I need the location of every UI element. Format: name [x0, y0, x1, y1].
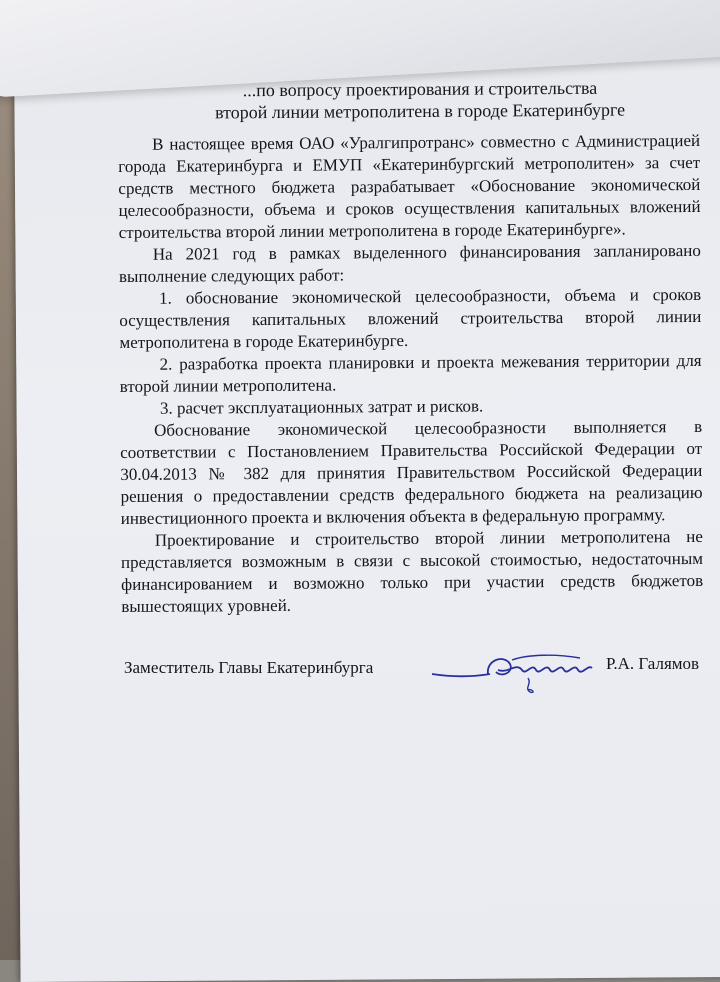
title-line-2: второй линии метрополитена в городе Екатеринбурге — [214, 99, 626, 123]
document-body — [118, 130, 703, 618]
title-line-1: ...по вопросу проектирования и строительства — [242, 77, 598, 101]
signatory-title: Заместитель Главы Екатеринбурга — [124, 658, 374, 677]
paragraph-intro: В настоящее время ОАО «Уралгипротранс» совместно с Администрацией города Екатеринбурга и ЕМУП «Екатеринбургский метрополитен» за счет средств местного бюджета разрабатывает «Обоснование экономической целесообразности, объема и сроков осуществления капитальных вложений строительства второй линии метрополитена в городе Екатеринбурге». — [118, 130, 701, 242]
signature-block — [124, 654, 704, 694]
paragraph-plan-2021: На 2021 год в рамках выделенного финансирования запланировано выполнение следующих работ: — [118, 240, 701, 286]
list-item-3: 3. расчет эксплуатационных затрат и рисков. — [159, 396, 484, 418]
paragraph-conclusion: Проектирование и строительство второй линии метрополитена не представляется возможным в связи с высокой стоимостью, недостаточным финансированием и возможно только при участии средств бюджетов вышестоящих уровней. — [120, 526, 704, 616]
list-item-2: 2. разработка проекта планировки и проекта межевания территории для второй линии метрополитена. — [119, 350, 702, 396]
handwritten-signature — [428, 644, 598, 696]
signatory-name: Р.А. Галямов — [606, 654, 700, 673]
paragraph-justification: Обоснование экономической целесообразности выполняется в соответствии с Постановлением Правительства Российской Федерации от 30.04.2013 № 382 для принятия Правительством Российской Федерации решения о предоставлении средств федерального бюджета на реализацию инвестиционного проекта и включения объекта в федеральную программу. — [120, 416, 703, 528]
list-item-1: 1. обоснование экономической целесообразности, объема и сроков осуществления капитальных вложений строительства второй линии метрополитена в городе Екатеринбурге. — [119, 284, 702, 352]
document-title — [200, 76, 640, 123]
